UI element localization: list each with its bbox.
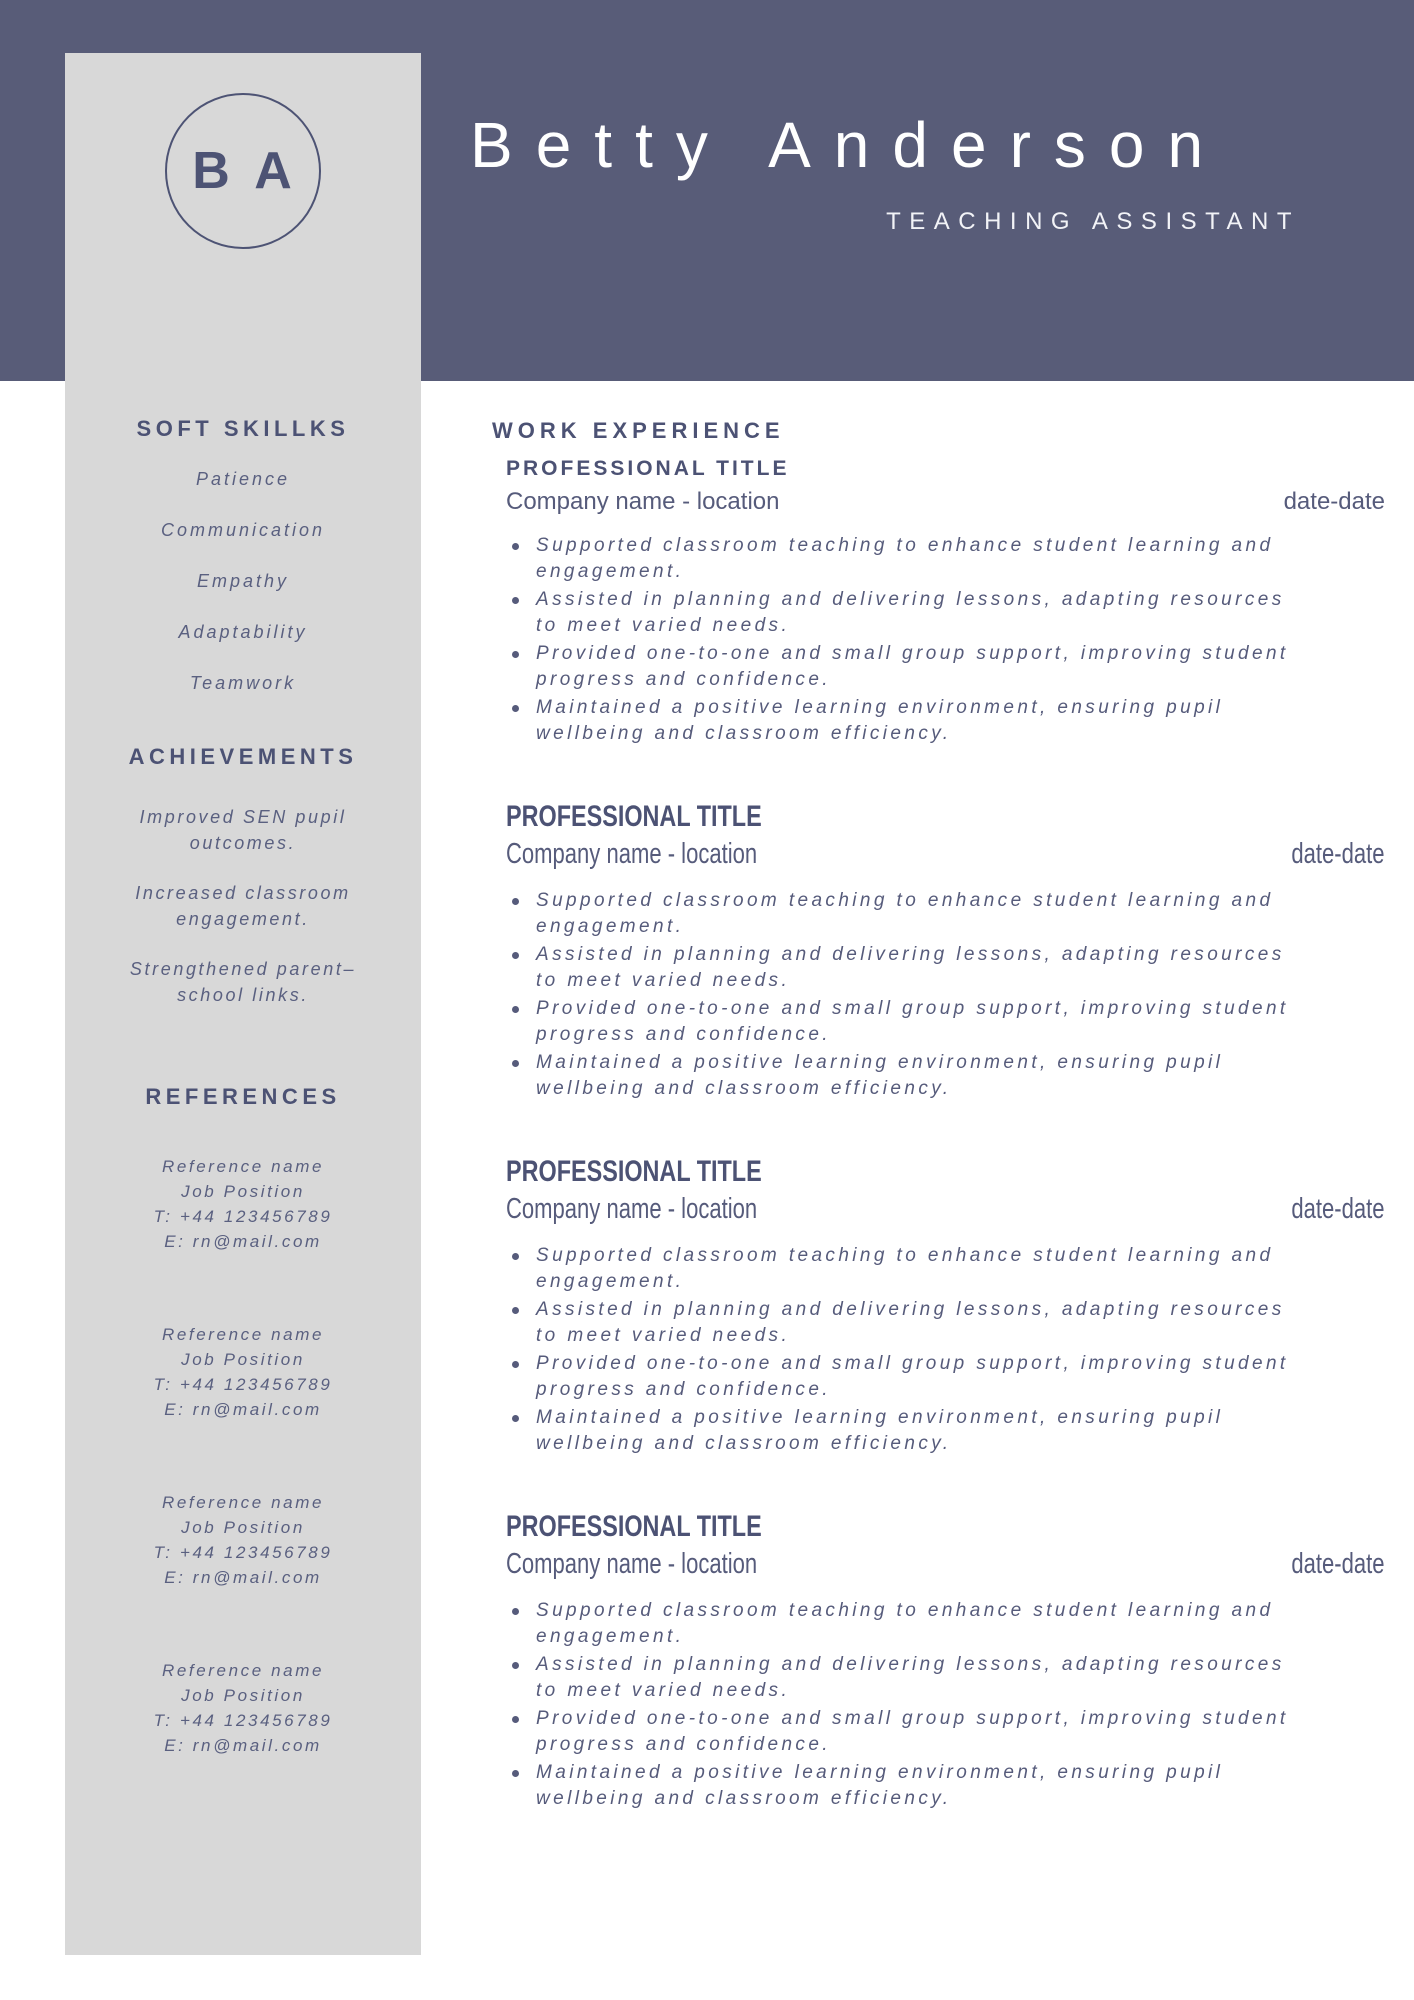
entry-dates: date-date [1291, 838, 1385, 870]
reference-name: Reference name [161, 1661, 325, 1680]
skill-item: Patience [195, 469, 291, 489]
experience-entry [492, 456, 1385, 746]
entry-bullet: Supported classroom teaching to enhance student learning and engagement. [510, 888, 1310, 939]
entry-meta [506, 487, 1385, 517]
reference-name: Reference name [161, 1325, 325, 1344]
entry-meta [506, 836, 1385, 872]
references-heading: REFERENCES [145, 1084, 341, 1109]
entry-bullet: Provided one-to-one and small group support, improving student progress and confidence. [510, 1706, 1310, 1757]
entry-bullet: Provided one-to-one and small group support, improving student progress and confidence. [510, 641, 1310, 692]
entry-title: PROFESSIONAL TITLE [506, 800, 762, 833]
entry-meta [506, 1546, 1385, 1582]
soft-skills-heading: SOFT SKILLKS [136, 416, 350, 441]
reference-email: E: rn@mail.com [164, 1736, 322, 1755]
reference-job: Job Position [181, 1686, 305, 1705]
reference-block [65, 1658, 421, 1758]
experience-entry [492, 1155, 1385, 1456]
entry-bullet-list [506, 1243, 1310, 1456]
entry-bullet: Assisted in planning and delivering lessons, adapting resources to meet varied needs. [510, 587, 1310, 638]
entry-meta [506, 1191, 1385, 1227]
entry-bullet: Assisted in planning and delivering lessons, adapting resources to meet varied needs. [510, 1652, 1310, 1703]
reference-job: Job Position [181, 1350, 305, 1369]
entry-bullet: Supported classroom teaching to enhance student learning and engagement. [510, 533, 1310, 584]
references-list [65, 1154, 421, 1758]
entry-company: Company name - location [506, 1193, 758, 1225]
entry-company: Company name - location [506, 838, 758, 870]
reference-name: Reference name [161, 1157, 325, 1176]
reference-block [65, 1154, 421, 1254]
entry-bullet: Provided one-to-one and small group support, improving student progress and confidence. [510, 996, 1310, 1047]
entry-bullet: Assisted in planning and delivering lessons, adapting resources to meet varied needs. [510, 942, 1310, 993]
achievement-item: Improved SEN pupil outcomes. [139, 807, 347, 853]
reference-phone: T: +44 123456789 [153, 1543, 333, 1562]
entry-bullet-list [506, 1598, 1310, 1811]
reference-phone: T: +44 123456789 [153, 1375, 333, 1394]
soft-skills-list [65, 466, 421, 696]
entry-bullet: Assisted in planning and delivering lessons, adapting resources to meet varied needs. [510, 1297, 1310, 1348]
person-name: Betty Anderson [470, 109, 1227, 181]
person-job-title: TEACHING ASSISTANT [886, 208, 1300, 235]
achievements-heading: ACHIEVEMENTS [128, 744, 358, 769]
entry-bullet: Maintained a positive learning environment, ensuring pupil wellbeing and classroom efficiency. [510, 1760, 1310, 1811]
reference-email: E: rn@mail.com [164, 1400, 322, 1419]
work-experience-section [492, 0, 1385, 1865]
sidebar [65, 53, 421, 1955]
experience-entry [492, 800, 1385, 1101]
skill-item: Teamwork [189, 673, 297, 693]
skill-item: Communication [160, 520, 326, 540]
reference-job: Job Position [181, 1182, 305, 1201]
achievement-item: Strengthened parent–school links. [129, 959, 357, 1005]
entry-bullet-list [506, 888, 1310, 1101]
entry-company: Company name - location [506, 488, 780, 515]
achievement-item: Increased classroom engagement. [135, 883, 351, 929]
reference-email: E: rn@mail.com [164, 1568, 322, 1587]
entry-bullet: Maintained a positive learning environment, ensuring pupil wellbeing and classroom efficiency. [510, 1050, 1310, 1101]
reference-block [65, 1490, 421, 1590]
entry-bullet: Supported classroom teaching to enhance student learning and engagement. [510, 1598, 1310, 1649]
skill-item: Adaptability [178, 622, 308, 642]
entry-title: PROFESSIONAL TITLE [506, 457, 790, 480]
entry-title: PROFESSIONAL TITLE [506, 1510, 762, 1543]
skill-item: Empathy [196, 571, 290, 591]
entry-title: PROFESSIONAL TITLE [506, 1155, 762, 1188]
entry-bullet-list [506, 533, 1310, 746]
reference-email: E: rn@mail.com [164, 1232, 322, 1251]
entry-dates: date-date [1291, 1193, 1385, 1225]
entry-company: Company name - location [506, 1548, 758, 1580]
reference-phone: T: +44 123456789 [153, 1207, 333, 1226]
monogram-badge: B A [165, 93, 321, 249]
reference-name: Reference name [161, 1493, 325, 1512]
work-experience-heading: WORK EXPERIENCE [492, 418, 785, 443]
reference-job: Job Position [181, 1518, 305, 1537]
entry-bullet: Provided one-to-one and small group support, improving student progress and confidence. [510, 1351, 1310, 1402]
reference-block [65, 1322, 421, 1422]
reference-phone: T: +44 123456789 [153, 1711, 333, 1730]
entry-dates: date-date [1283, 488, 1385, 515]
entry-bullet: Supported classroom teaching to enhance student learning and engagement. [510, 1243, 1310, 1294]
experience-entry [492, 1510, 1385, 1811]
entry-bullet: Maintained a positive learning environment, ensuring pupil wellbeing and classroom efficiency. [510, 1405, 1310, 1456]
entry-bullet: Maintained a positive learning environment, ensuring pupil wellbeing and classroom efficiency. [510, 695, 1310, 746]
achievements-list [65, 804, 421, 1008]
entry-dates: date-date [1291, 1548, 1385, 1580]
